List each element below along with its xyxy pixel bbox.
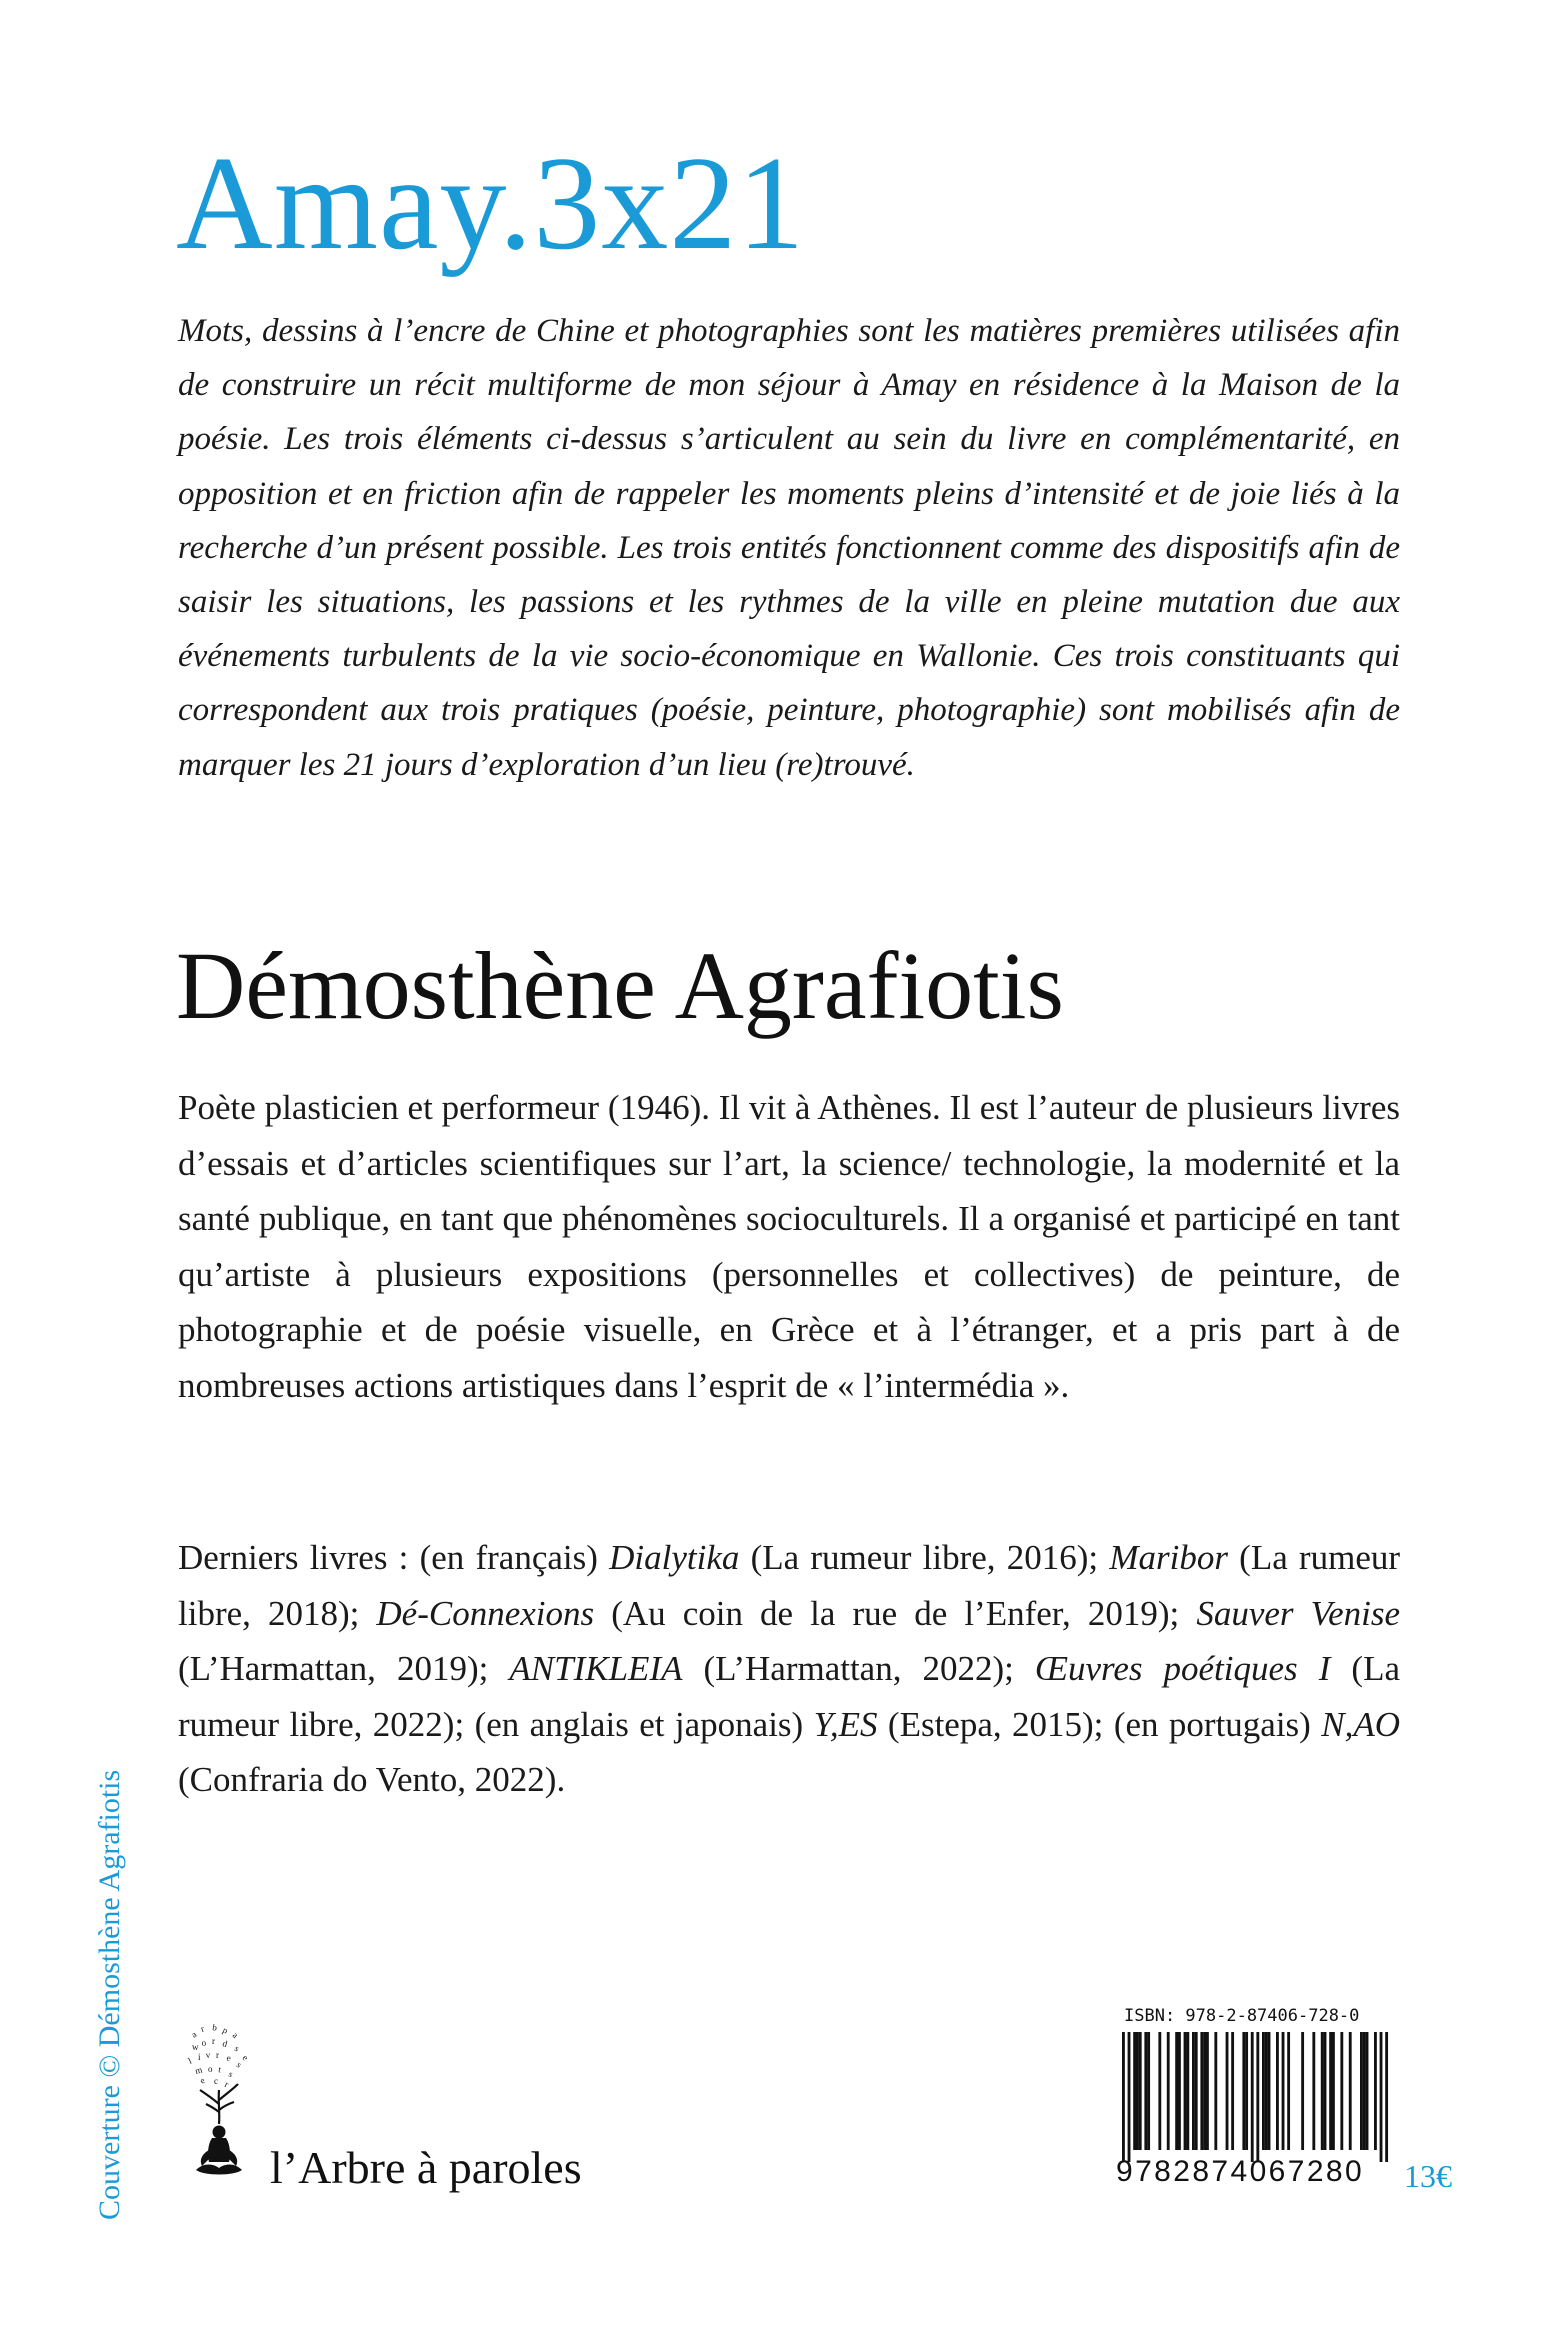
book-item-title: Dé-Connexions	[376, 1593, 595, 1633]
barcode-bar	[1195, 2032, 1198, 2150]
svg-text:a: a	[230, 2029, 241, 2041]
book-item-details: (Au coin de la rue de l’Enfer, 2019);	[594, 1593, 1197, 1633]
publisher-name: l’Arbre à paroles	[270, 2142, 582, 2193]
svg-text:e: e	[198, 2075, 207, 2086]
barcode-bar	[1178, 2032, 1181, 2150]
barcode-bar	[1192, 2032, 1195, 2150]
barcode-bar	[1312, 2032, 1315, 2150]
book-item-details: (La rumeur libre, 2016);	[739, 1538, 1110, 1577]
svg-text:p: p	[221, 2024, 230, 2036]
book-blurb: Mots, dessins à l’encre de Chine et photographies sont les matières premières utilisées afin de construire un récit multiforme de mon séjour à Amay en résidence à la Maison de la poésie. Les trois éléments ci-dessus s’articulent au sein du livre en complémentarité, en opposition et en friction afin de rappeler les moments pleins d’intensité et de joie liés à la recherche d’un présent possible. Les trois entités fonctionnent comme des dispositifs afin de saisir les situations, les passions et les rythmes de la ville en pleine mutation due aux événements turbulents de la vie socio-économique en Wallonie. Ces trois constituants qui correspondent aux trois pratiques (poésie, peinture, photographie) sont mobilisés afin de marquer les 21 jours d’exploration d’un lieu (re)trouvé.	[178, 313, 1400, 783]
barcode-bar	[1366, 2032, 1369, 2150]
svg-text:r: r	[216, 2050, 219, 2060]
barcode-bar	[1363, 2032, 1366, 2150]
barcode-bar	[1268, 2032, 1271, 2150]
barcode-bar	[1226, 2032, 1229, 2150]
barcode-bar	[1122, 2032, 1125, 2162]
svg-text:m: m	[193, 2064, 204, 2076]
author-bio: Poète plasticien et performeur (1946). Il vit à Athènes. Il est l’auteur de plusieurs livres d’essais et d’articles scientifiques sur l’art, la science/ technologie, la modernité et la santé publique, en tant que phénomènes socioculturels. Il a organisé et participé en tant qu’artiste à plusieurs expositions (personnelles et collectives) de peinture, de photographie et de poésie visuelle, en Grèce et à l’étranger, et a pris part à de nombreuses actions artistiques dans l’esprit de « l’intermédia ».	[178, 1088, 1400, 1405]
svg-text:o: o	[200, 2037, 207, 2048]
recent-books	[178, 1530, 1400, 1808]
book-item-title: N,AO	[1321, 1704, 1400, 1744]
barcode-bar	[1186, 2032, 1189, 2150]
svg-text:a: a	[189, 2029, 199, 2040]
barcode-bar	[1167, 2032, 1170, 2150]
barcode-bar	[1200, 2032, 1203, 2150]
recent-books-intro: Derniers livres : (en français)	[178, 1538, 610, 1577]
isbn-label: ISBN: 978-2-87406-728-0	[1124, 2006, 1360, 2026]
book-item-details: (La rumeur libre, 2022); (en anglais et japonais)	[178, 1649, 1400, 1744]
tree-of-words-logo-icon	[188, 2020, 258, 2200]
svg-text:s: s	[227, 2068, 235, 2080]
book-item-title: ANTIKLEIA	[509, 1649, 683, 1688]
book-title: Amay.3x21	[176, 129, 806, 277]
barcode-bar	[1324, 2032, 1327, 2150]
barcode-bar	[1276, 2032, 1279, 2150]
book-item-title: Dialytika	[609, 1538, 740, 1577]
book-item-title: Maribor	[1109, 1538, 1228, 1577]
svg-text:l: l	[186, 2055, 194, 2066]
book-item-details: (La rumeur libre, 2018);	[178, 1538, 1401, 1633]
barcode-bar	[1321, 2032, 1324, 2150]
svg-text:s: s	[234, 2059, 244, 2070]
svg-text:e: e	[225, 2052, 233, 2064]
barcode-bar	[1256, 2032, 1259, 2162]
book-item-details: (Confraria do Vento, 2022).	[178, 1760, 566, 1799]
book-item-title: Œuvres poétiques I	[1034, 1649, 1331, 1688]
barcode-bar	[1133, 2032, 1136, 2150]
barcode-bar	[1231, 2032, 1234, 2150]
svg-text:r: r	[199, 2023, 206, 2034]
price-tag: 13€	[1404, 2158, 1452, 2194]
barcode-bar	[1203, 2032, 1206, 2150]
svg-text:e: e	[240, 2052, 251, 2063]
barcode-bar	[1251, 2032, 1254, 2162]
barcode-bar	[1184, 2032, 1187, 2150]
barcode-bar	[1136, 2032, 1139, 2150]
cover-credit: Couverture © Démosthène Agrafiotis	[93, 1769, 126, 2220]
barcode-bar	[1360, 2032, 1363, 2150]
barcode-bar	[1245, 2032, 1248, 2150]
svg-text:v: v	[205, 2049, 211, 2060]
barcode-bar	[1206, 2032, 1209, 2150]
barcode-bar	[1147, 2032, 1150, 2150]
svg-text:o: o	[208, 2064, 213, 2074]
barcode-block	[1112, 2004, 1402, 2214]
barcode-bar	[1139, 2032, 1142, 2150]
barcode-bar	[1158, 2032, 1161, 2150]
barcode-bar	[1385, 2032, 1388, 2162]
barcode-bar	[1349, 2032, 1352, 2150]
barcode-image	[1122, 2032, 1388, 2162]
barcode-bar	[1262, 2032, 1265, 2150]
barcode-bar	[1374, 2032, 1377, 2150]
barcode-bar	[1144, 2032, 1147, 2150]
svg-text:r: r	[223, 2079, 231, 2090]
svg-text:t: t	[217, 2064, 222, 2075]
barcode-bar	[1175, 2032, 1178, 2150]
svg-text:d: d	[221, 2038, 229, 2050]
book-item-title: Y,ES	[813, 1704, 878, 1744]
barcode-bar	[1214, 2032, 1217, 2150]
barcode-bar	[1242, 2032, 1245, 2150]
svg-text:s: s	[233, 2043, 242, 2054]
svg-text:i: i	[198, 2052, 201, 2062]
barcode-bar	[1340, 2032, 1343, 2150]
book-item-title: Sauver Venise	[1196, 1593, 1400, 1633]
barcode-bar	[1265, 2032, 1268, 2150]
barcode-bar	[1380, 2032, 1383, 2162]
barcode-bar	[1301, 2032, 1304, 2150]
barcode-bar	[1332, 2032, 1335, 2150]
book-item-details: (L’Harmattan, 2019);	[178, 1649, 510, 1688]
book-item-details: (L’Harmattan, 2022);	[682, 1649, 1035, 1688]
author-name: Démosthène Agrafiotis	[176, 932, 1064, 1039]
svg-text:c: c	[214, 2076, 218, 2086]
barcode-bar	[1287, 2032, 1290, 2150]
barcode-bar	[1128, 2032, 1131, 2162]
book-item-details: (Estepa, 2015); (en portugais)	[877, 1704, 1322, 1744]
svg-text:r: r	[212, 2036, 215, 2046]
barcode-digits: 9782874067280	[1116, 2155, 1365, 2188]
svg-text:b: b	[211, 2022, 218, 2033]
barcode-bar	[1329, 2032, 1332, 2150]
svg-text:w: w	[192, 2042, 199, 2052]
barcode-bar	[1282, 2032, 1285, 2150]
